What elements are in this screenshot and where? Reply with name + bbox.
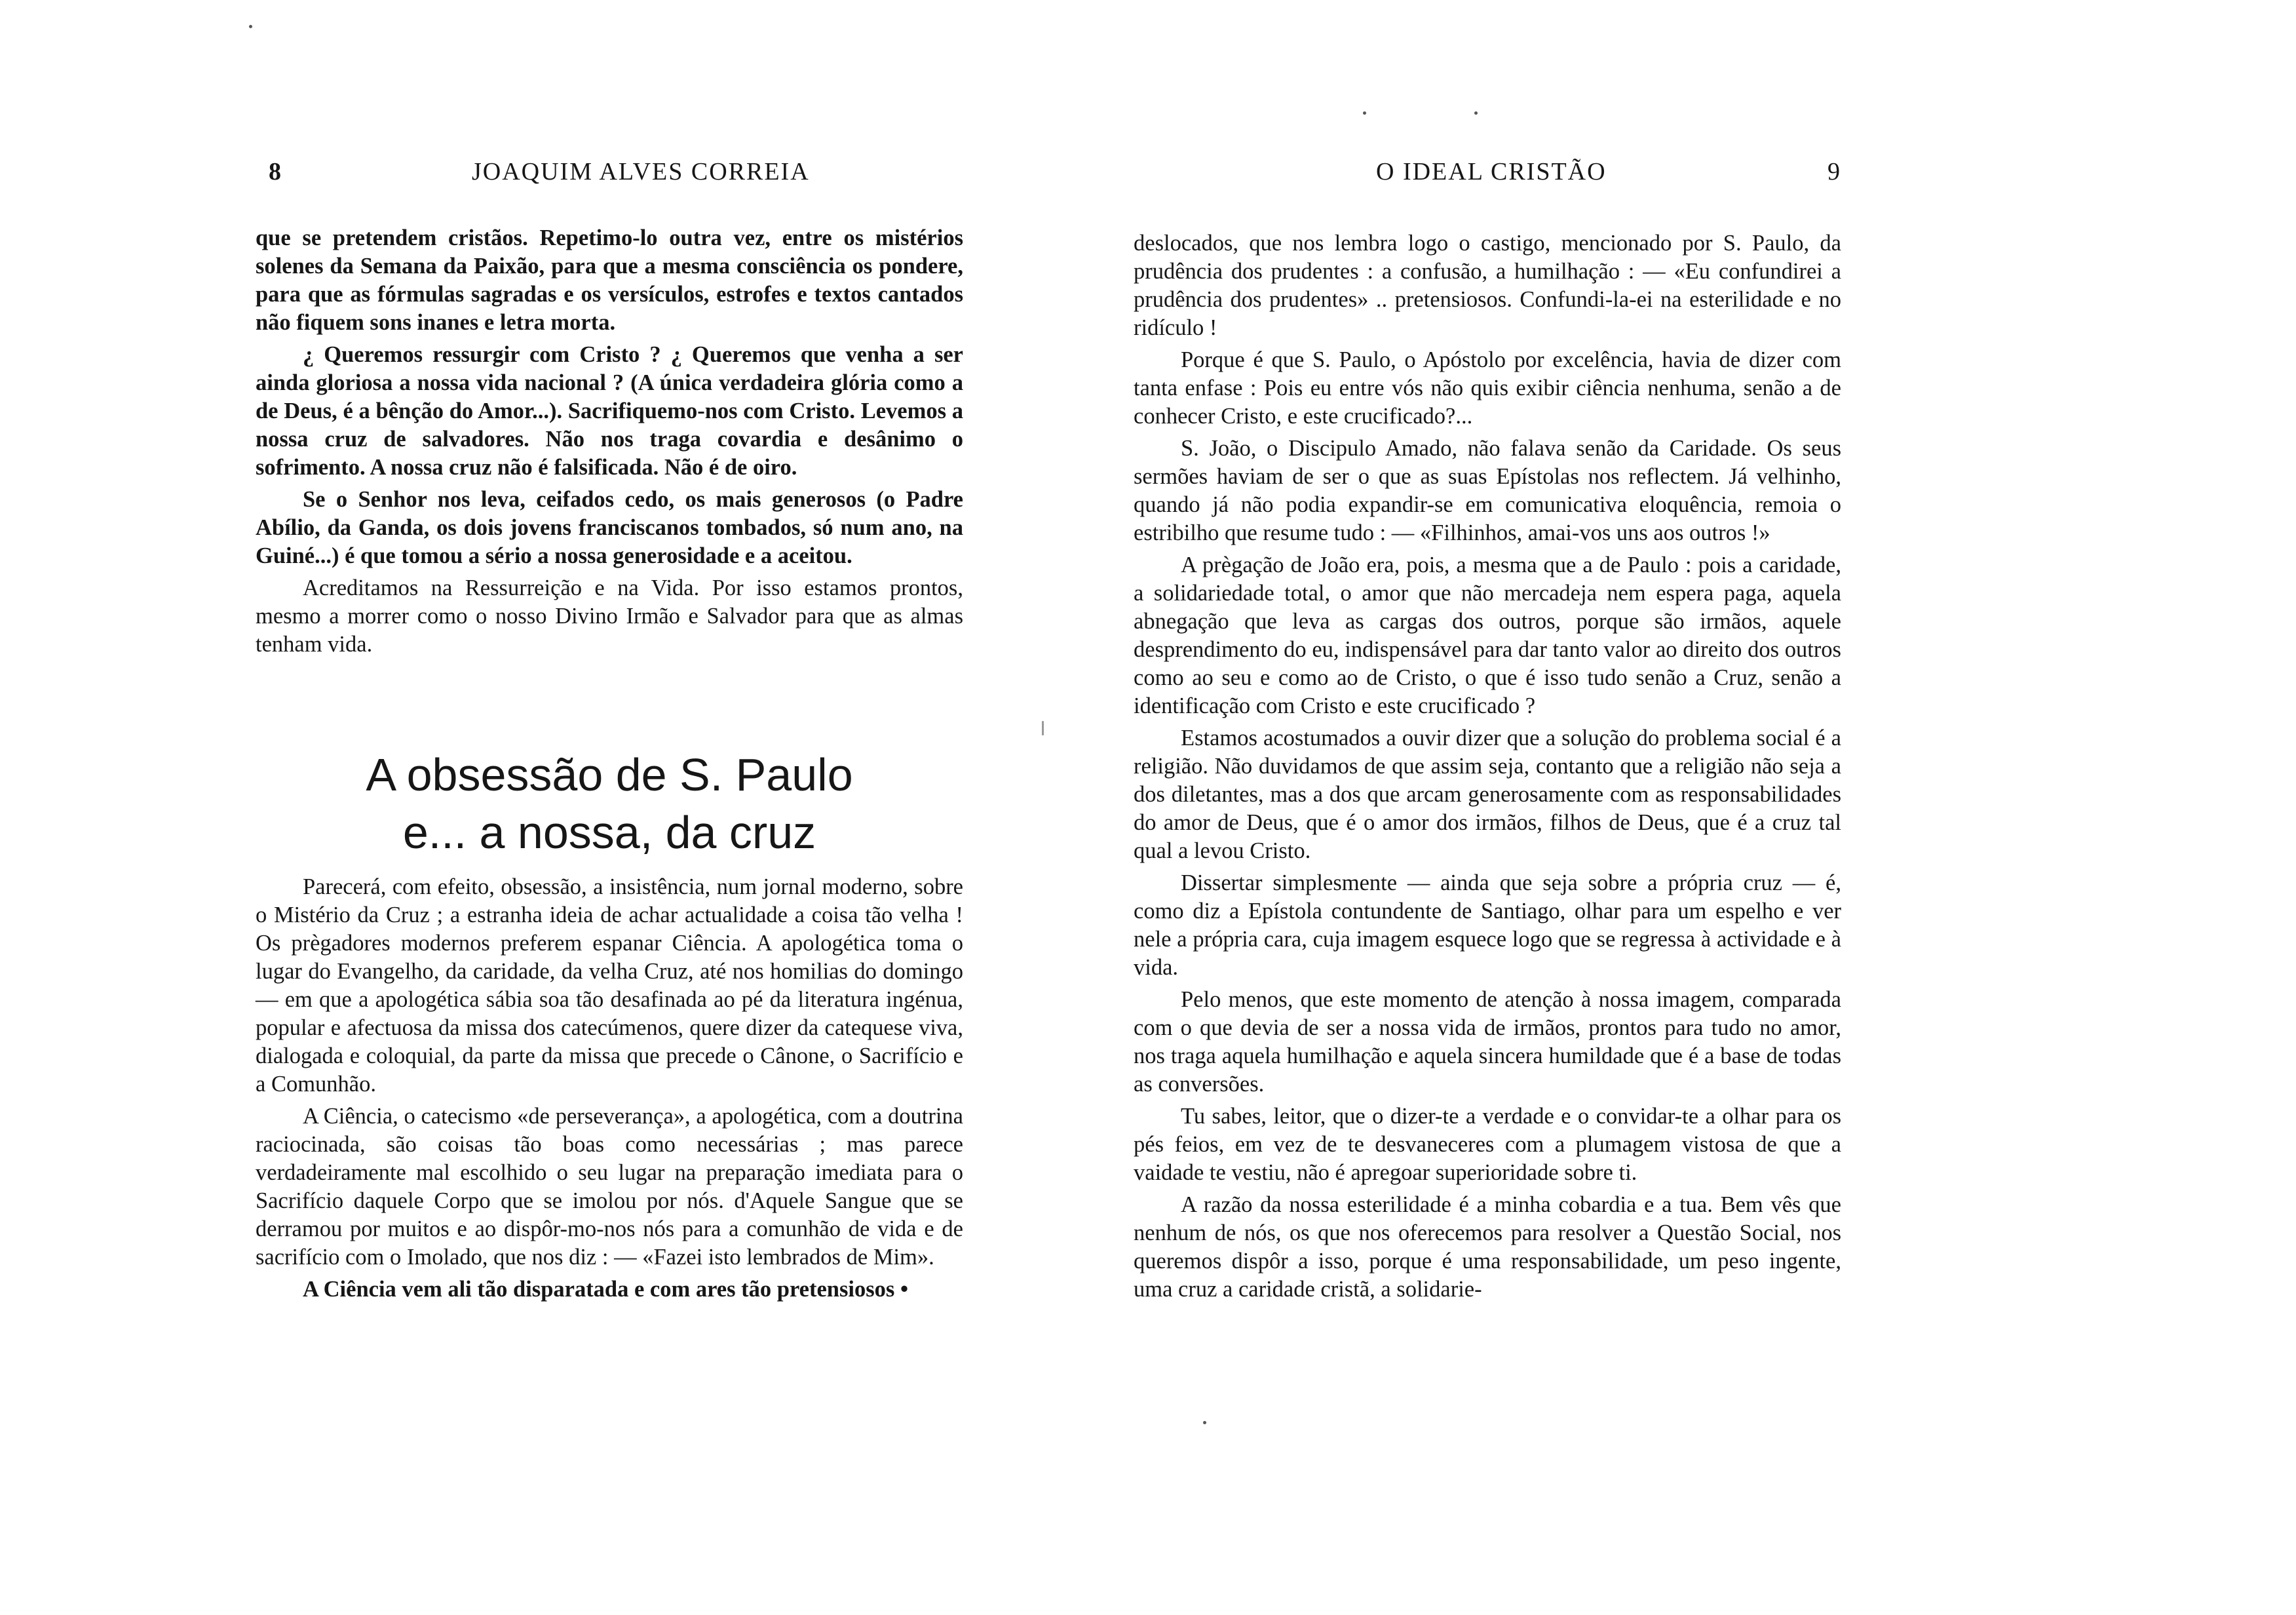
- paragraph: Dissertar simplesmente — ainda que seja sobre a própria cruz — é, como diz a Epístola contundente de Santiago, olhar para um espelho e ver nele a própria cara, cuja imagem esquece logo que se regressa à actividade e à vida.: [1134, 870, 1841, 980]
- paragraph: A prègação de João era, pois, a mesma que a de Paulo : pois a caridade, a solidariedade total, o amor que não mercadeja nem espera paga, aquela abnegação que leva as cargas dos outros, porque são irmãos, aquele desprendimento do eu, indispensável para dar tanto valor ao direito dos outros como ao seu e como ao de Cristo, o que é isso tudo senão a Cruz, senão a identificação com Cristo e este crucificado ?: [1134, 553, 1841, 718]
- paragraph: Porque é que S. Paulo, o Apóstolo por excelência, havia de dizer com tanta enfase : Pois eu entre vós não quis exibir ciência nenhuma, senão a de conhecer Cristo, e este crucificado?...: [1134, 347, 1841, 429]
- scan-speck: [249, 25, 252, 28]
- paragraph: Se o Senhor nos leva, ceifados cedo, os mais generosos (o Padre Abílio, da Ganda, os dois jovens franciscanos tombados, só num ano, na Guiné...) é que tomou a sério a nossa generosidade e a aceitou.: [256, 487, 963, 568]
- paragraph: A Ciência vem ali tão disparatada e com ares tão pretensiosos •: [303, 1277, 909, 1302]
- page-number: 9: [1827, 158, 1841, 185]
- paragraph: A Ciência, o catecismo «de perseverança», a apologética, com a doutrina raciocinada, são coisas tão boas como necessárias ; mas parece verdadeiramente mal escolhido o seu lugar na preparação imediata para o Sacrifício daquele Corpo que se imolou por nós. d'Aquele Sangue que se derramou por muitos e ao dispôr-mo-nos nós para a comunhão de vida e de sacrifício com o Imolado, que nos diz : — «Fazei isto lembrados de Mim».: [256, 1104, 963, 1270]
- paragraph: A razão da nossa esterilidade é a minha cobardia e a tua. Bem vês que nenhum de nós, os que nos oferecemos para resolver a Questão Social, nos queremos dispôr a isso, porque é uma responsabilidade, um peso ingente, uma cruz a caridade cristã, a solidarie-: [1134, 1192, 1841, 1302]
- scan-speck: [1203, 1421, 1206, 1424]
- paragraph: Acreditamos na Ressurreição e na Vida. Por isso estamos prontos, mesmo a morrer como o nosso Divino Irmão e Salvador para que as almas tenham vida.: [256, 575, 963, 657]
- text-column-bottom: [256, 873, 963, 1308]
- running-head-title: O IDEAL CRISTÃO: [1376, 158, 1607, 185]
- page-number: 8: [269, 158, 282, 185]
- paragraph: que se pretendem cristãos. Repetimo-lo outra vez, entre os mistérios solenes da Semana da Paixão, para que a mesma consciência os pondere, para que as fórmulas sagradas e os versículos, estrofes e textos cantados não fiquem sons inanes e letra morta.: [256, 225, 963, 335]
- running-head-author: JOAQUIM ALVES CORREIA: [472, 158, 810, 185]
- article-title-line-2: e... a nossa, da cruz: [402, 807, 816, 858]
- text-column-top: [256, 224, 963, 663]
- paragraph: Pelo menos, que este momento de atenção à nossa imagem, comparada com o que devia de ser a nossa vida de irmãos, prontos para tudo no amor, nos traga aquela humilhação e aquela sincera humildade que é a base de todas as conversões.: [1134, 987, 1841, 1097]
- paragraph: Estamos acostumados a ouvir dizer que a solução do problema social é a religião. Não duvidamos de que assim seja, contanto que a religião não seja a dos diletantes, mas a dos que arcam generosamente com as responsabilidades do amor de Deus, que é o amor dos irmãos, filhos de Deus, que é a cruz tal qual a levou Cristo.: [1134, 726, 1841, 863]
- gutter-mark: [1042, 721, 1044, 735]
- left-page-header: [256, 157, 976, 197]
- paragraph: Tu sabes, leitor, que o dizer-te a verdade e o convidar-te a olhar para os pés feios, em vez de te desvaneceres com a plumagem vistosa de que a vaidade te vestiu, não é apregoar superioridade sobre ti.: [1134, 1104, 1841, 1185]
- right-page-header: [1134, 157, 1854, 197]
- text-column: [1134, 229, 1841, 1308]
- paragraph: Parecerá, com efeito, obsessão, a insistência, num jornal moderno, sobre o Mistério da Cruz ; a estranha ideia de achar actualidade a coisa tão velha ! Os prègadores modernos preferem espanar Ciência. A apologética toma o lugar do Evangelho, da caridade, da velha Cruz, até nos homilias do domingo — em que a apologética sábia soa tão desafinada ao pé da literatura ingénua, popular e afectuosa da missa dos catecúmenos, quere dizer da catequese viva, dialogada e coloquial, da parte da missa que precede o Cânone, o Sacrifício e a Comunhão.: [256, 874, 963, 1097]
- paragraph: S. João, o Discipulo Amado, não falava senão da Caridade. Os seus sermões haviam de ser o que as suas Epístolas nos reflectem. Já velhinho, quando já não podia expandir-se em comunicativa eloquência, remoia o estribilho que resume tudo : — «Filhinhos, amai-vos uns aos outros !»: [1134, 436, 1841, 545]
- paragraph: ¿ Queremos ressurgir com Cristo ? ¿ Queremos que venha a ser ainda gloriosa a nossa vida nacional ? (A única verdadeira glória como a de Deus, é a bênção do Amor...). Sacrifiquemo-nos com Cristo. Levemos a nossa cruz de salvadores. Não nos traga covardia e desânimo o sofrimento. A nossa cruz não é falsificada. Não é de oiro.: [256, 342, 963, 480]
- scan-speck: [1363, 111, 1366, 115]
- article-title-line-1: A obsessão de S. Paulo: [366, 749, 853, 800]
- scan-speck: [1474, 111, 1478, 115]
- article-title: [256, 746, 963, 861]
- paragraph: deslocados, que nos lembra logo o castigo, mencionado por S. Paulo, da prudência dos prudentes : a confusão, a humilhação : — «Eu confundirei a prudência dos prudentes» .. pretensiosos. Confundi-la-ei na esterilidade e no ridículo !: [1134, 231, 1841, 340]
